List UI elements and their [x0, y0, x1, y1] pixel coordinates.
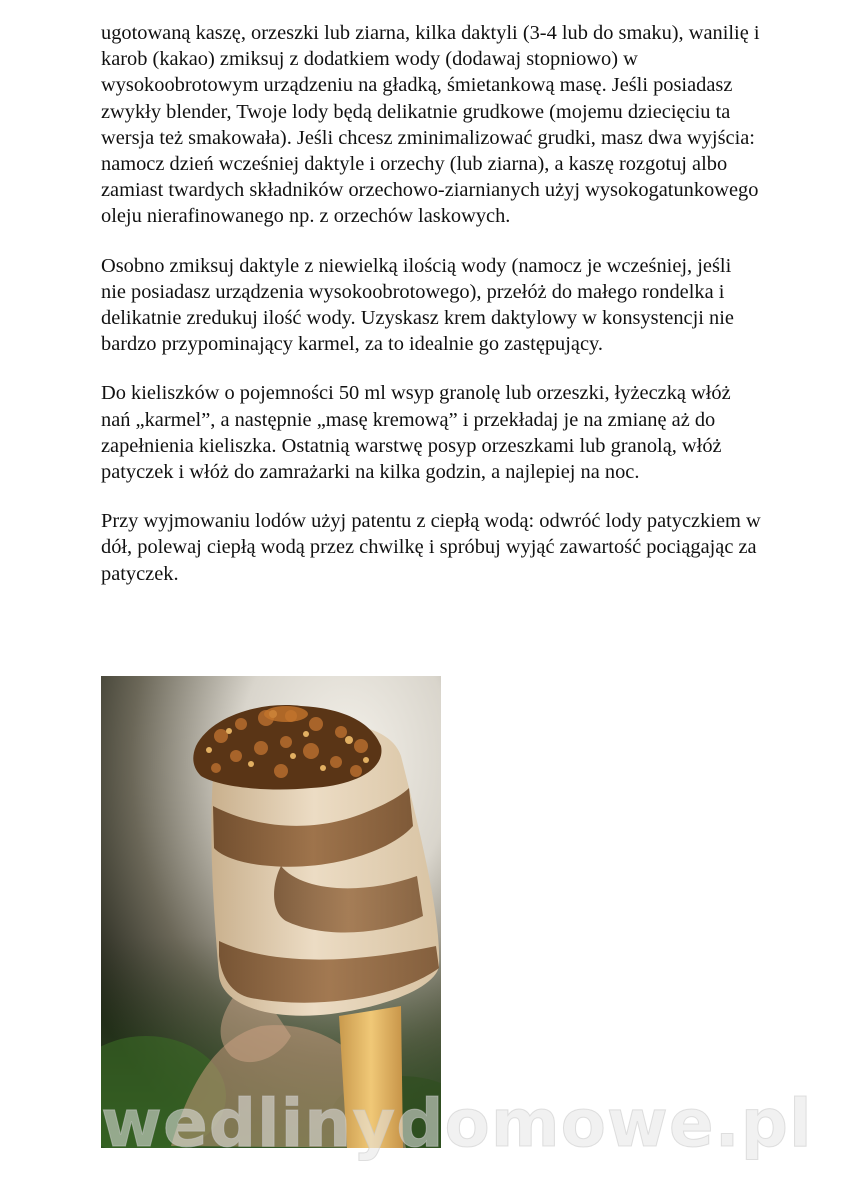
paragraph-date-caramel: Osobno zmiksuj daktyle z niewielką ilością wody (namocz je wcześniej, jeśli nie posiadasz urządzenia wysokoobrotowego), przełóż do małego rondelka i delikatnie zredukuj ilość wody. Uzyskasz krem daktylowy w konsystencji nie bardzo przypominający karmel, za to idealnie go zastępujący. — [101, 254, 734, 356]
recipe-text — [101, 20, 761, 610]
paragraph-blend-cream: ugotowaną kaszę, orzeszki lub ziarna, kilka daktyli (3-4 lub do smaku), wanilię i karob (kakao) zmiksuj z dodatkiem wody (dodawaj stopniowo) w wysokoobrotowym urządzeniu na gładką, śmietankową masę. Jeśli posiadasz zwykły blender, Twoje lody będą delikatnie grudkowe (mojemu dziecięciu ta wersja też smakowała). Jeśli chcesz zminimalizować grudki, masz dwa wyjścia: namocz dzień wcześniej daktyle i orzechy (lub ziarna), a kaszę rozgotuj albo zamiast twardych składników orzechowo-ziarnianych użyj wysokogatunkowego oleju nierafinowanego np. z orzechów laskowych. — [101, 22, 760, 228]
paragraph-layering: Do kieliszków o pojemności 50 ml wsyp granolę lub orzeszki, łyżeczką włóż nań „karmel”, a następnie „masę kremową” i przekładaj je na zmianę aż do zapełnienia kieliszka. Ostatnią warstwę posyp orzeszkami lub granolą, włóż patyczek i włóż do zamrażarki na kilka godzin, a najlepiej na noc. — [101, 382, 731, 484]
paragraph-unmolding: Przy wyjmowaniu lodów użyj patentu z ciepłą wodą: odwróć lody patyczkiem w dół, polewaj ciepłą wodą przez chwilkę i spróbuj wyjąć zawartość pociągając za patyczek. — [101, 510, 761, 585]
ice-cream-photo — [101, 676, 441, 1148]
popsicle-illustration — [101, 676, 441, 1148]
site-watermark: wedlinydomowe.pl — [101, 1085, 813, 1162]
